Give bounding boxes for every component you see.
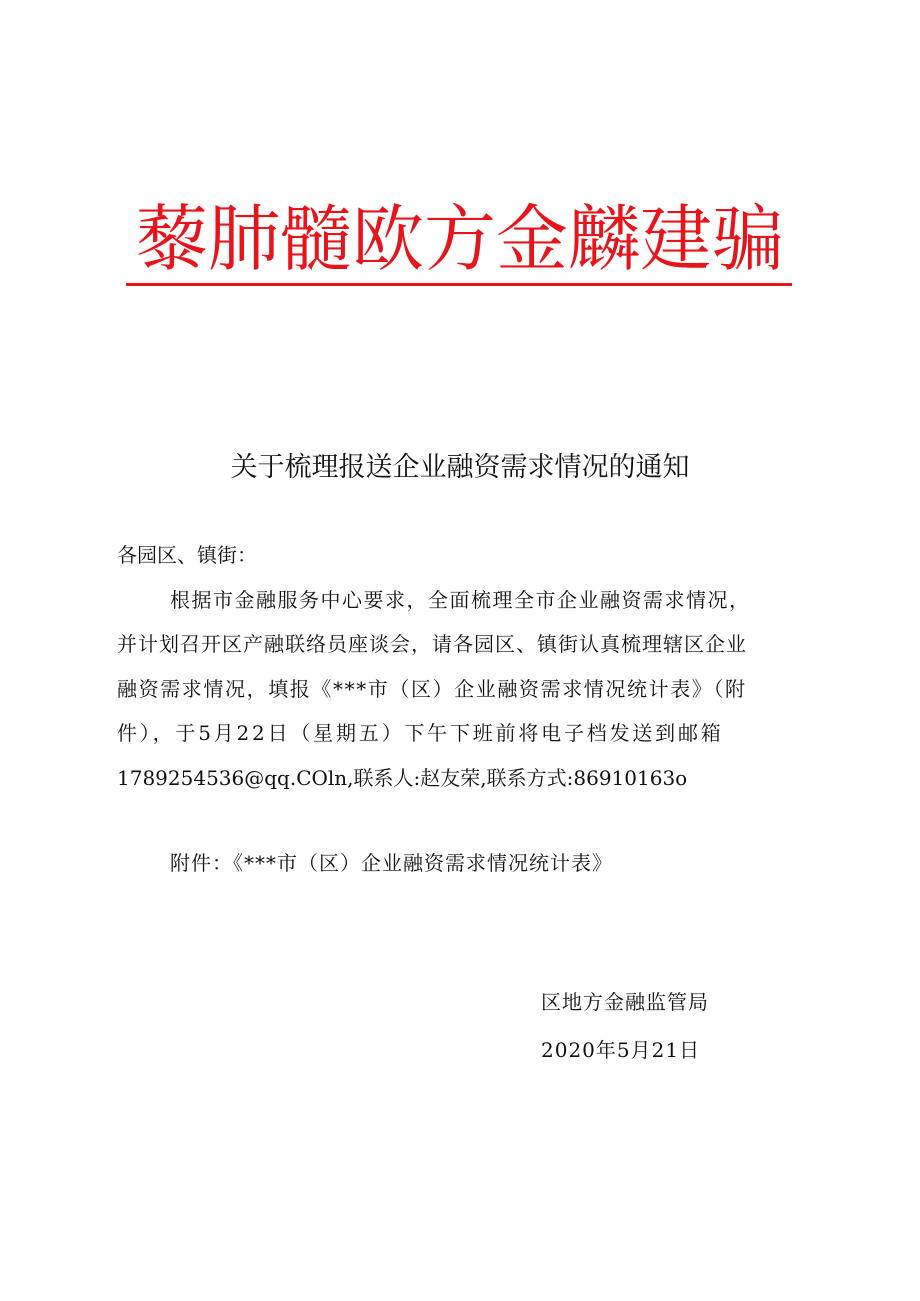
body-line-2: 并计划召开区产融联络员座谈会，请各园区、镇街认真梳理辖区企业 (117, 632, 747, 656)
attachment-note: 附件：《***市（区）企业融资需求情况统计表》 (170, 851, 613, 875)
body-line-5: 1789254536@qq.COln,联系人:赵友荣,联系方式:86910163o (117, 766, 688, 790)
issue-date: 2020年5月21日 (541, 1038, 701, 1062)
masthead-red-rule (126, 283, 792, 286)
body-line-3: 融资需求情况，填报《***市（区）企业融资需求情况统计表》（附 (117, 677, 747, 701)
notice-title: 关于梳理报送企业融资需求情况的通知 (230, 452, 690, 483)
body-line-4: 件），于5月22日（星期五）下午下班前将电子档发送到邮箱 (117, 721, 724, 745)
issuing-authority: 区地方金融监管局 (541, 990, 709, 1014)
red-masthead: 藜肺髓欧方金麟建骗 (135, 197, 784, 281)
salutation: 各园区、镇街： (117, 543, 257, 567)
body-line-1: 根据市金融服务中心要求，全面梳理全市企业融资需求情况， (170, 588, 751, 612)
